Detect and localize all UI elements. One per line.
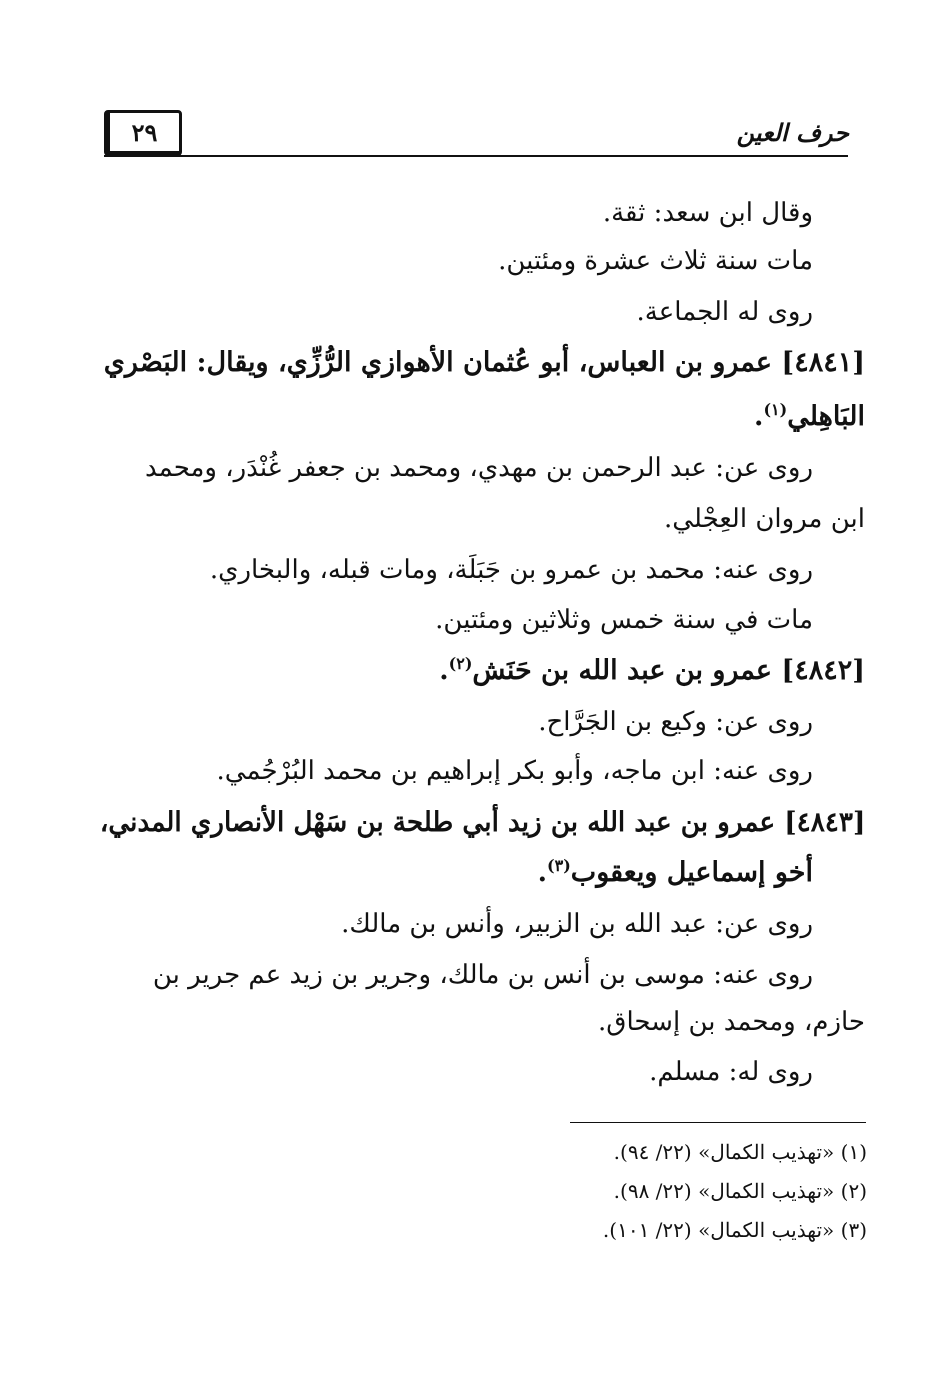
footnote-2: (٢) «تهذيب الكمال» (٢٢/ ٩٨). <box>613 1179 867 1203</box>
header-rule <box>104 155 848 157</box>
footnote-1: (١) «تهذيب الكمال» (٢٢/ ٩٤). <box>613 1140 867 1164</box>
footnote-rule <box>570 1122 866 1123</box>
text-line: روى عنه: موسى بن أنس بن مالك، وجرير بن زيد عم جرير بن <box>152 960 813 990</box>
text-line: روى عنه: محمد بن عمرو بن جَبَلَة، ومات قبله، والبخاري. <box>209 555 813 585</box>
text-line: مات في سنة خمس وثلاثين ومئتين. <box>435 605 813 635</box>
page-number: ٢٩ <box>104 110 182 156</box>
text-line: روى له الجماعة. <box>636 297 813 327</box>
entry-text: أخو إسماعيل ويعقوب <box>570 857 813 888</box>
text-line: ابن مروان العِجْلي. <box>664 504 865 534</box>
text-line: مات سنة ثلاث عشرة ومئتين. <box>498 246 813 276</box>
text-line: روى عن: عبد الله بن الزبير، وأنس بن مالك. <box>341 909 813 939</box>
footnote-ref: (٣) <box>547 856 571 875</box>
text-line: روى عن: عبد الرحمن بن مهدي، ومحمد بن جعفر غُنْدَر، ومحمد <box>145 453 813 483</box>
footnote-ref: (٢) <box>448 654 473 673</box>
text-line: روى له: مسلم. <box>649 1057 813 1087</box>
text-line: وقال ابن سعد: ثقة. <box>602 198 813 228</box>
text-line: روى عن: وكيع بن الجَرَّاح. <box>538 707 813 737</box>
entry-end: . <box>439 655 449 686</box>
entry-heading-4843-cont <box>538 856 813 890</box>
running-title: حرف العين <box>736 118 849 147</box>
entry-heading-4843: [٤٨٤٣] عمرو بن عبد الله بن زيد أبي طلحة بن سَهْل الأنصاري المدني، <box>99 807 865 838</box>
footnote-ref: (١) <box>763 400 788 419</box>
footnote-3: (٣) «تهذيب الكمال» (٢٢/ ١٠١). <box>602 1218 867 1242</box>
entry-text: [٤٨٤٢] عمرو بن عبد الله بن حَنَش <box>472 655 865 686</box>
entry-end: . <box>537 857 548 888</box>
entry-heading-4841-cont <box>754 400 865 434</box>
entry-text: البَاهِلي <box>787 401 865 432</box>
entry-heading-4842 <box>439 654 865 688</box>
text-line: حازم، ومحمد بن إسحاق. <box>598 1007 865 1037</box>
entry-heading-4841: [٤٨٤١] عمرو بن العباس، أبو عُثمان الأهوازي الرُّزِّي، ويقال: البَصْري <box>103 347 865 378</box>
text-line: روى عنه: ابن ماجه، وأبو بكر إبراهيم بن محمد البُرْجُمي. <box>216 756 813 786</box>
entry-end: . <box>754 401 764 432</box>
